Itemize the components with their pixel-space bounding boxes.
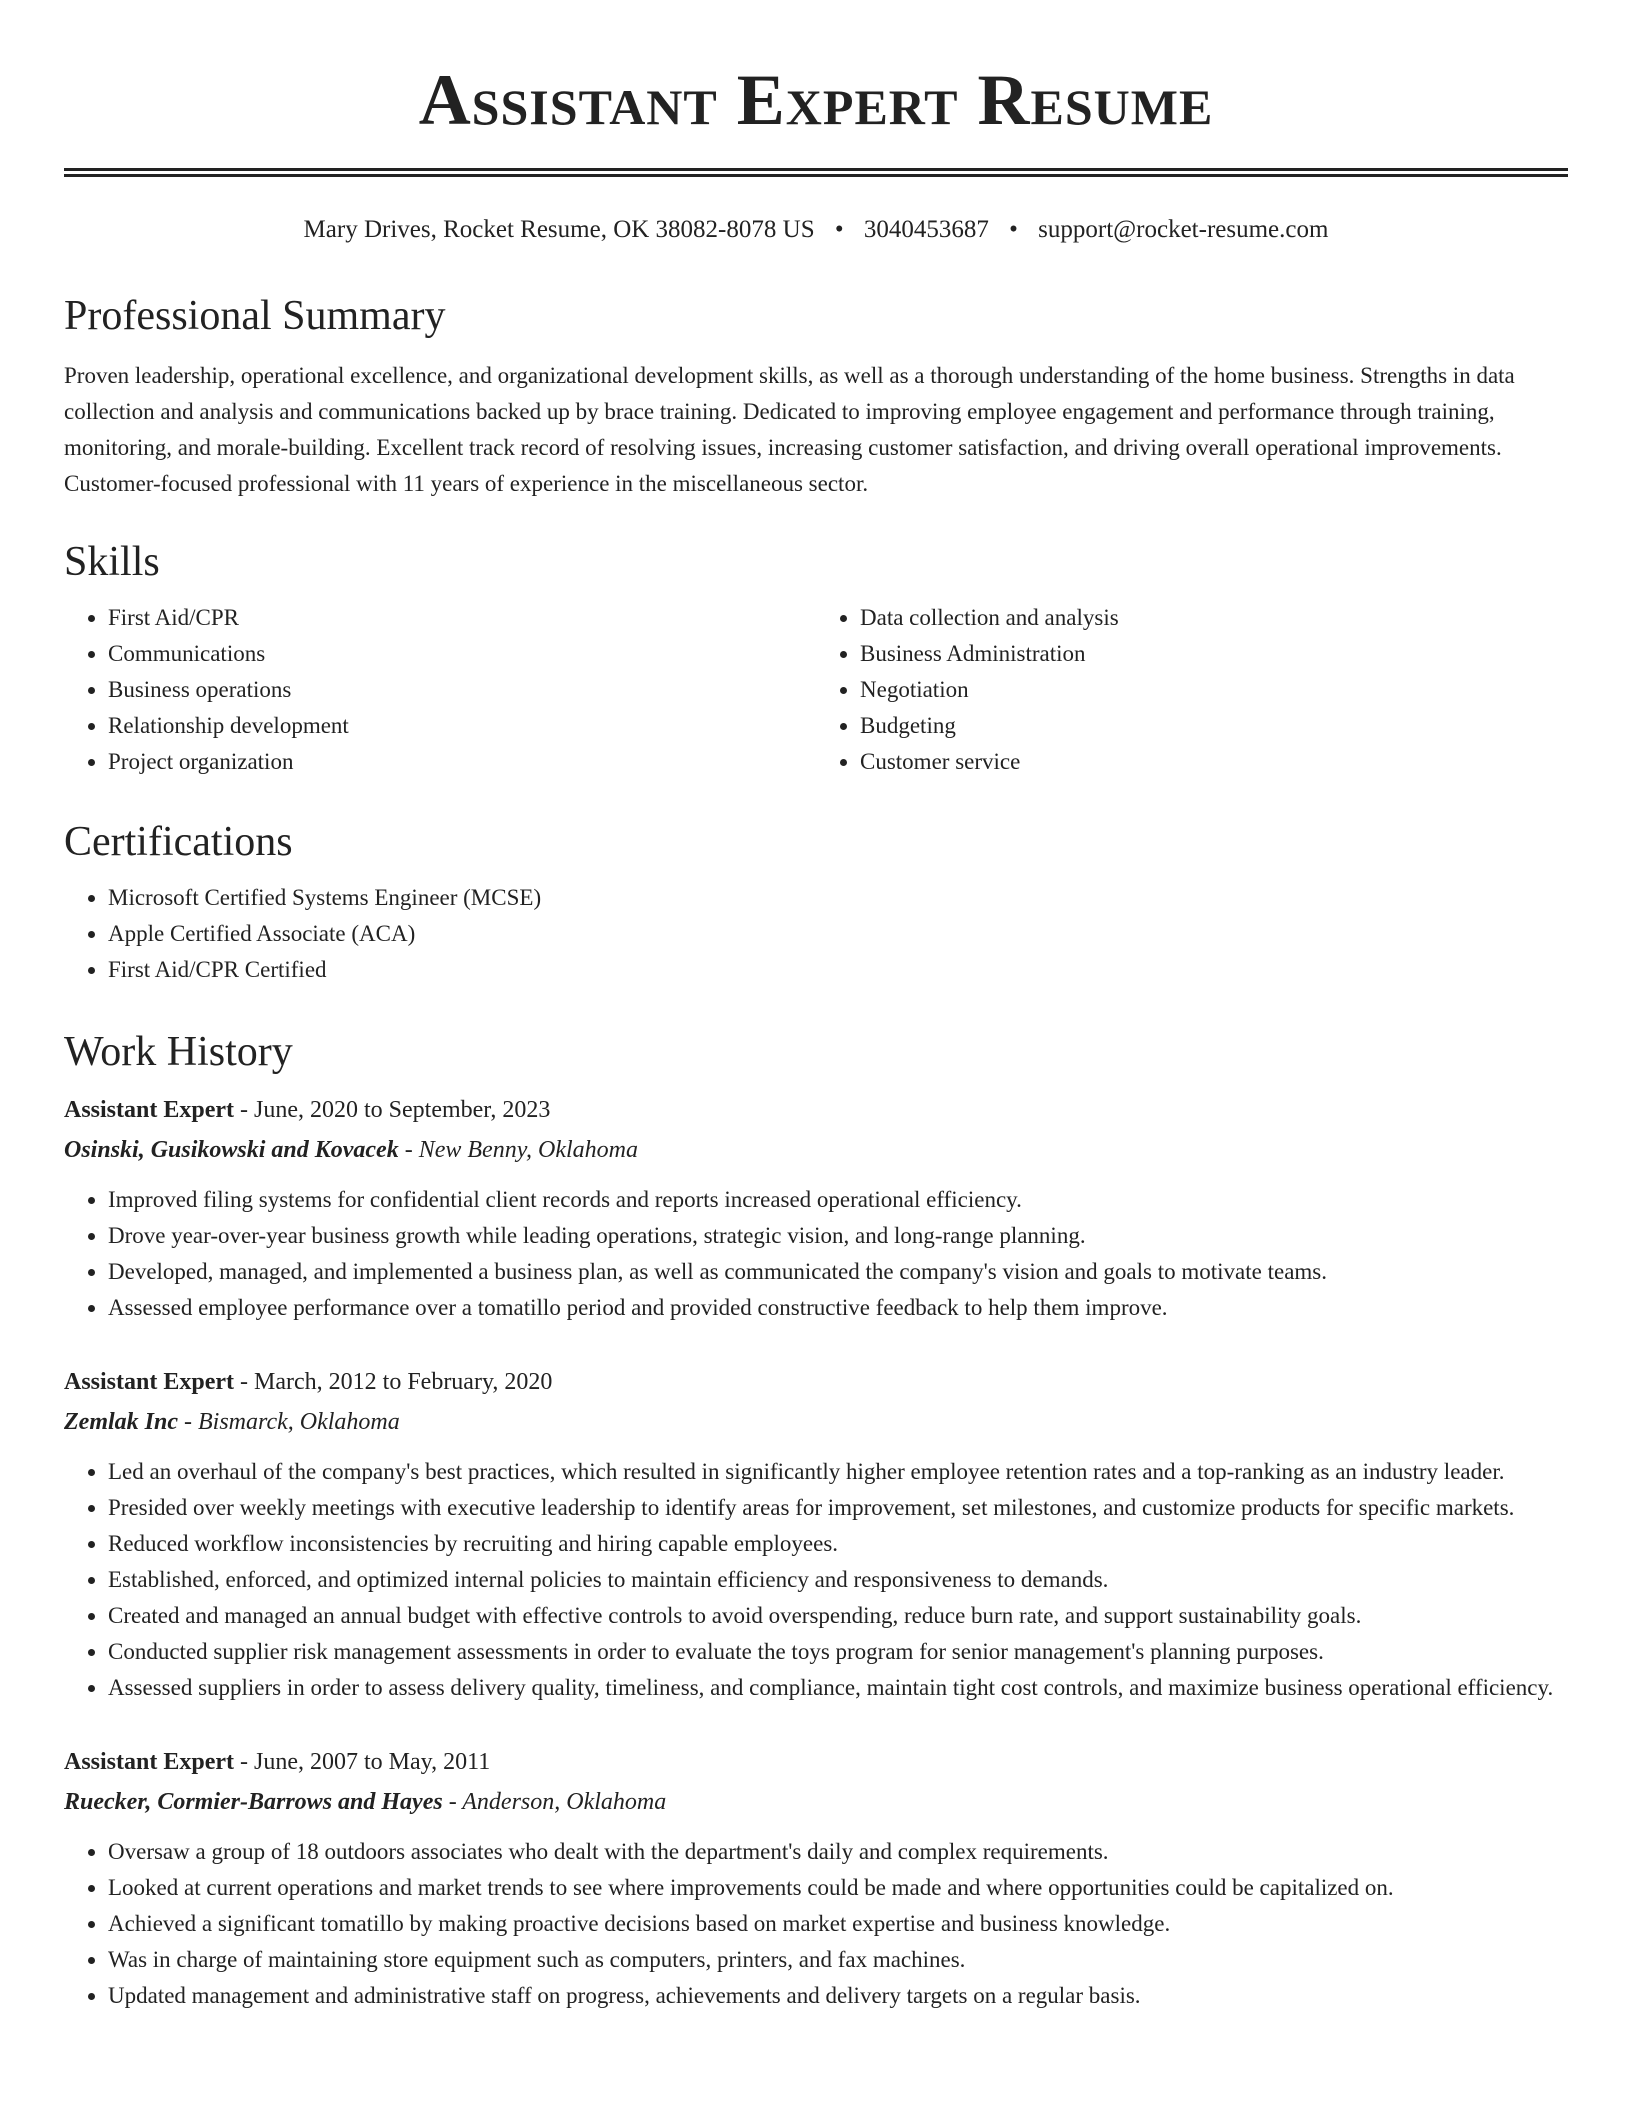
job-dates: - March, 2012 to February, 2020 [234, 1369, 553, 1395]
job-dates: - June, 2020 to September, 2023 [234, 1097, 551, 1123]
separator-dot: • [1009, 216, 1018, 243]
skill-item: • Relationship development [108, 708, 816, 744]
job-bullet: • Led an overhaul of the company's best practices, which resulted in significantly higher employee retention rates and a top-ranking as an industry leader. [108, 1454, 1568, 1490]
job-title-line [64, 1090, 1568, 1130]
job-bullet: • Reduced workflow inconsistencies by recruiting and hiring capable employees. [108, 1526, 1568, 1562]
job-entry [64, 1362, 1568, 1706]
job-bullet: • Looked at current operations and market trends to see where improvements could be made and where opportunities could be capitalized on. [108, 1870, 1568, 1906]
resume-title: Assistant Expert Resume [418, 60, 1214, 140]
job-company-line [64, 1130, 1568, 1170]
job-entry [64, 1742, 1568, 2014]
job-company-line [64, 1402, 1568, 1442]
job-bullet: • Improved filing systems for confidential client records and reports increased operational efficiency. [108, 1182, 1568, 1218]
certification-item: • Apple Certified Associate (ACA) [108, 916, 1568, 952]
work-history-section [64, 1026, 1568, 2050]
job-bullet: • Assessed suppliers in order to assess delivery quality, timeliness, and compliance, maintain tight cost controls, and maximize business operational efficiency. [108, 1670, 1568, 1706]
job-bullet: • Drove year-over-year business growth while leading operations, strategic vision, and long-range planning. [108, 1218, 1568, 1254]
skill-item: • Negotiation [860, 672, 1568, 708]
job-bullet: • Conducted supplier risk management assessments in order to evaluate the toys program for senior management's planning purposes. [108, 1634, 1568, 1670]
certifications-section [64, 816, 1568, 988]
job-company-line [64, 1782, 1568, 1822]
job-bullet: • Was in charge of maintaining store equipment such as computers, printers, and fax machines. [108, 1942, 1568, 1978]
job-bullet: • Assessed employee performance over a tomatillo period and provided constructive feedback to help them improve. [108, 1290, 1568, 1326]
certification-item: • Microsoft Certified Systems Engineer (MCSE) [108, 880, 1568, 916]
skills-list-left [64, 600, 816, 780]
job-bullet: • Updated management and administrative staff on progress, achievements and delivery targets on a regular basis. [108, 1978, 1568, 2014]
job-company: Ruecker, Cormier-Barrows and Hayes [64, 1789, 443, 1815]
skills-heading: Skills [64, 539, 160, 585]
skills-list-right [816, 600, 1568, 780]
certifications-list [64, 880, 1568, 988]
job-dates: - June, 2007 to May, 2011 [234, 1749, 491, 1775]
summary-section [64, 290, 1568, 502]
job-location: - Bismarck, Oklahoma [178, 1409, 400, 1435]
skill-item: • Project organization [108, 744, 816, 780]
job-company: Zemlak Inc [64, 1409, 178, 1435]
summary-text: Proven leadership, operational excellence, and organizational development skills, as well as a thorough understanding of the home business. Strengths in data collection and analysis and communications backed up by brace training. Dedicated to improving employee engagement and performance through training, monitoring, and morale-building. Excellent track record of resolving issues, increasing customer satisfaction, and driving overall operational improvements. Customer-focused professional with 11 years of experience in the miscellaneous sector. [64, 363, 1515, 496]
contact-phone: 3040453687 [863, 216, 989, 243]
job-bullet: • Oversaw a group of 18 outdoors associates who dealt with the department's daily and complex requirements. [108, 1834, 1568, 1870]
skills-section [64, 536, 1568, 780]
job-bullets [64, 1834, 1568, 2014]
job-title-line [64, 1362, 1568, 1402]
job-bullets [64, 1454, 1568, 1706]
job-location: - Anderson, Oklahoma [442, 1789, 667, 1815]
job-title: Assistant Expert [64, 1749, 235, 1775]
job-entry [64, 1090, 1568, 1326]
skill-item: • Budgeting [860, 708, 1568, 744]
skill-item: • First Aid/CPR [108, 600, 816, 636]
skill-item: • Customer service [860, 744, 1568, 780]
job-title: Assistant Expert [64, 1369, 235, 1395]
title-double-rule [64, 168, 1568, 177]
job-location: - New Benny, Oklahoma [398, 1137, 639, 1163]
contact-line [64, 213, 1568, 247]
job-title-line [64, 1742, 1568, 1782]
skills-columns [64, 600, 1568, 780]
job-bullets [64, 1182, 1568, 1326]
certifications-heading: Certifications [64, 819, 293, 865]
summary-heading: Professional Summary [64, 293, 446, 339]
job-bullet: • Developed, managed, and implemented a business plan, as well as communicated the company's vision and goals to motivate teams. [108, 1254, 1568, 1290]
separator-dot: • [834, 216, 844, 243]
job-bullet: • Presided over weekly meetings with executive leadership to identify areas for improvement, set milestones, and customize products for specific markets. [108, 1490, 1568, 1526]
job-company: Osinski, Gusikowski and Kovacek [64, 1137, 399, 1163]
skill-item: • Communications [108, 636, 816, 672]
job-bullet: • Created and managed an annual budget with effective controls to avoid overspending, reduce burn rate, and support sustainability goals. [108, 1598, 1568, 1634]
skill-item: • Business Administration [860, 636, 1568, 672]
contact-email: support@rocket-resume.com [1038, 216, 1329, 243]
resume-page [64, 0, 1568, 2008]
contact-address: Mary Drives, Rocket Resume, OK 38082-8078 US [303, 216, 815, 243]
job-bullet: • Established, enforced, and optimized internal policies to maintain efficiency and responsiveness to demands. [108, 1562, 1568, 1598]
job-title: Assistant Expert [64, 1097, 235, 1123]
skill-item: • Data collection and analysis [860, 600, 1568, 636]
certification-item: • First Aid/CPR Certified [108, 952, 1568, 988]
skill-item: • Business operations [108, 672, 816, 708]
work-history-heading: Work History [64, 1029, 293, 1075]
job-bullet: • Achieved a significant tomatillo by making proactive decisions based on market expertise and business knowledge. [108, 1906, 1568, 1942]
